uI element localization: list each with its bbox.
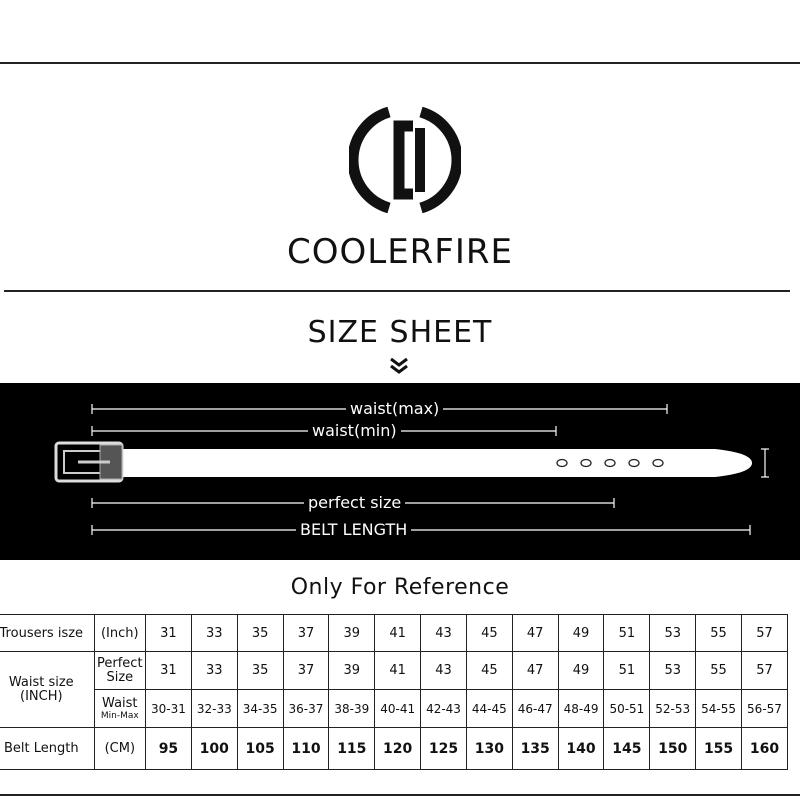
waist-cell: 38-39	[329, 690, 375, 728]
waist-cell: 56-57	[741, 690, 787, 728]
belt-cell: 130	[466, 728, 512, 770]
reference-note: Only For Reference	[290, 575, 510, 600]
perfect-cell: 55	[696, 652, 742, 690]
belt-cell: 135	[512, 728, 558, 770]
belt-length-unit: (CM)	[94, 728, 145, 770]
perfect-cell: 39	[329, 652, 375, 690]
perfect-cell: 35	[237, 652, 283, 690]
brand-name: COOLERFIRE	[286, 232, 513, 272]
belt-length-line	[92, 525, 750, 535]
belt-cell: 150	[650, 728, 696, 770]
waist-cell: 42-43	[421, 690, 467, 728]
belt-graphic	[56, 443, 769, 481]
perfect-cell: 43	[421, 652, 467, 690]
belt-cell: 155	[696, 728, 742, 770]
waist-max-label: waist(max)	[346, 399, 443, 419]
perfect-cell: 41	[375, 652, 421, 690]
perfect-size-row	[0, 652, 788, 690]
trousers-cell: 41	[375, 615, 421, 652]
trousers-row	[0, 615, 788, 652]
trousers-cell: 35	[237, 615, 283, 652]
perfect-cell: 45	[466, 652, 512, 690]
belt-cell: 140	[558, 728, 604, 770]
trousers-unit: (Inch)	[94, 615, 145, 652]
waist-range-row	[0, 690, 788, 728]
belt-cell: 95	[146, 728, 192, 770]
size-table	[0, 614, 788, 770]
belt-cell: 145	[604, 728, 650, 770]
waist-cell: 52-53	[650, 690, 696, 728]
waist-cell: 40-41	[375, 690, 421, 728]
waist-unit-line2: Min-Max	[100, 710, 139, 721]
waist-range-unit	[94, 690, 145, 728]
trousers-cell: 57	[741, 615, 787, 652]
trousers-label: Trousers isze	[0, 615, 94, 652]
trousers-cell: 43	[421, 615, 467, 652]
perfect-cell: 53	[650, 652, 696, 690]
perfect-cell: 37	[283, 652, 329, 690]
perfect-cell: 47	[512, 652, 558, 690]
bottom-divider	[0, 794, 800, 796]
brand-divider	[4, 290, 790, 292]
perfect-size-unit	[94, 652, 145, 690]
trousers-cell: 39	[329, 615, 375, 652]
waist-cell: 50-51	[604, 690, 650, 728]
waist-cell: 44-45	[466, 690, 512, 728]
waist-size-label-line1: Waist size	[8, 674, 74, 690]
waist-cell: 48-49	[558, 690, 604, 728]
perfect-cell: 31	[146, 652, 192, 690]
waist-min-label: waist(min)	[308, 421, 401, 441]
trousers-cell: 37	[283, 615, 329, 652]
trousers-cell: 33	[191, 615, 237, 652]
waist-cell: 36-37	[283, 690, 329, 728]
belt-length-label: Belt Length	[0, 728, 94, 770]
trousers-cell: 45	[466, 615, 512, 652]
top-divider	[0, 62, 800, 64]
belt-cell: 105	[237, 728, 283, 770]
belt-cell: 100	[191, 728, 237, 770]
trousers-cell: 49	[558, 615, 604, 652]
perfect-size-label: perfect size	[304, 493, 405, 513]
waist-size-label-line2: (INCH)	[20, 688, 63, 704]
waist-size-label	[0, 652, 94, 728]
perfect-cell: 49	[558, 652, 604, 690]
cc-monogram-icon	[349, 104, 461, 216]
waist-cell: 34-35	[237, 690, 283, 728]
belt-cell: 120	[375, 728, 421, 770]
trousers-cell: 47	[512, 615, 558, 652]
belt-cell: 160	[741, 728, 787, 770]
waist-cell: 30-31	[146, 690, 192, 728]
perfect-cell: 51	[604, 652, 650, 690]
belt-cell: 115	[329, 728, 375, 770]
belt-cell: 110	[283, 728, 329, 770]
trousers-cell: 51	[604, 615, 650, 652]
waist-unit-line1: Waist	[102, 695, 138, 711]
perfect-unit-line1: Perfect	[97, 655, 143, 671]
perfect-cell: 57	[741, 652, 787, 690]
belt-length-row	[0, 728, 788, 770]
belt-length-label: BELT LENGTH	[296, 520, 411, 540]
waist-cell: 32-33	[191, 690, 237, 728]
waist-cell: 46-47	[512, 690, 558, 728]
perfect-cell: 33	[191, 652, 237, 690]
size-sheet-title: SIZE SHEET	[307, 315, 493, 350]
trousers-cell: 53	[650, 615, 696, 652]
trousers-cell: 55	[696, 615, 742, 652]
trousers-cell: 31	[146, 615, 192, 652]
perfect-unit-line2: Size	[106, 669, 134, 685]
waist-cell: 54-55	[696, 690, 742, 728]
double-chevron-down-icon	[388, 356, 410, 376]
belt-cell: 125	[421, 728, 467, 770]
